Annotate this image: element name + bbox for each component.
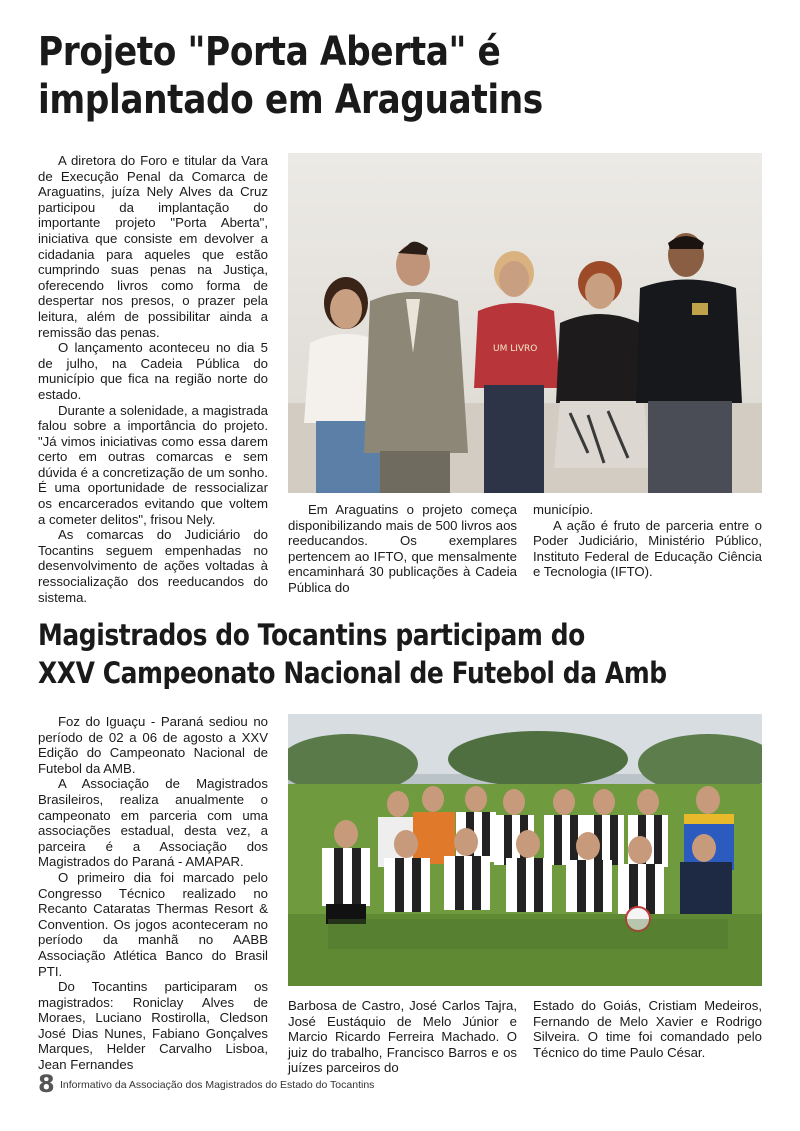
article2-paragraph: Barbosa de Castro, José Carlos Tajra, José Eustáquio de Melo Júnior e Marcio Ricardo Ferreira Machado. O juiz do trabalho, Francisco Barros e os juízes parceiros do — [288, 998, 517, 1076]
article2-column-3 — [533, 998, 762, 1060]
article1-paragraph: As comarcas do Judiciário do Tocantins seguem empenhadas no desenvolvimento de ações voltadas à ressocialização dos reeducandos do sistema. — [38, 527, 268, 605]
publication-footer: Informativo da Associação dos Magistrados do Estado do Tocantins — [60, 1079, 375, 1091]
article1-paragraph: O lançamento aconteceu no dia 5 de julho, na Cadeia Pública do município que fica na região norte do estado. — [38, 340, 268, 402]
article1-title-line1: Projeto "Porta Aberta" é — [38, 29, 501, 75]
article1-headline — [38, 28, 543, 124]
article2-column-1 — [38, 714, 268, 1073]
article1-paragraph: A ação é fruto de parceria entre o Poder Judiciário, Ministério Público, Instituto Federal de Educação Ciência e Tecnologia (IFTO). — [533, 517, 762, 580]
article2-paragraph: Do Tocantins participaram os magistrados: Roniclay Alves de Moraes, Luciano Rostirolla, Cledson José Dias Nunes, Fabiano Gonçalves Marques, Helder Carvalho Lisboa, Jean Fernandes — [38, 979, 268, 1073]
article2-title-line2: XXV Campeonato Nacional de Futebol da Amb — [38, 656, 667, 690]
page-number: 8 — [38, 1070, 55, 1098]
article1-title-line2: implantado em Araguatins — [38, 77, 543, 123]
article2-column-2 — [288, 998, 517, 1076]
article2-title-line1: Magistrados do Tocantins participam do — [38, 618, 585, 652]
article1-column-2 — [288, 502, 517, 596]
article1-paragraph: Durante a solenidade, a magistrada falou sobre a importância do projeto. "Já vimos iniciativas como essa darem certo em outras comarcas e sem dúvida é a concretização de um sonho. É uma oportunidade de ressocializar os encarcerados evitando que voltem a cometer delitos", frisou Nely. — [38, 402, 268, 527]
article1-paragraph: município. — [533, 502, 594, 517]
article1-photo-group — [288, 153, 762, 493]
article2-paragraph: Estado do Goiás, Cristiam Medeiros, Fernando de Melo Xavier e Rodrigo Silveira. O time foi comandado pelo Técnico do time Paulo César. — [533, 998, 762, 1060]
tshirt-print: UM LIVRO — [493, 344, 538, 354]
article2-photo-team — [288, 714, 762, 986]
article1-paragraph: Em Araguatins o projeto começa disponibilizando mais de 500 livros aos reeducandos. Os exemplares pertencem ao IFTO, que mensalmente encaminhará 30 publicações à Cadeia Pública do — [288, 502, 517, 595]
article2-paragraph: A Associação de Magistrados Brasileiros, realiza anualmente o campeonato em parceria com uma associações estadual, desta vez, a parceira é a Associação dos Magistrados do Paraná - AMAPAR. — [38, 776, 268, 870]
article1-paragraph: A diretora do Foro e titular da Vara de Execução Penal da Comarca de Araguatins, juíza Nely Alves da Cruz participou da implantação do importante projeto "Porta Aberta", iniciativa que consiste em devolver a cidadania para aqueles que estão cumprindo suas penas na Justiça, oferecendo livros como forma de despertar nos presos, o prazer pela leitura, além de possibilitar ainda a remissão das penas. — [38, 153, 268, 340]
article1-column-1 — [38, 153, 268, 605]
group-photo-image — [288, 153, 762, 493]
team-photo-image — [288, 714, 762, 986]
article2-paragraph: O primeiro dia foi marcado pelo Congresso Técnico realizado no Recanto Cataratas Thermas Resort & Convention. Os jogos aconteceram no período da manhã no AABB Associação Atlética Banco do Brasil PTI. — [38, 869, 268, 979]
article1-column-3 — [533, 502, 762, 580]
article2-headline — [38, 616, 667, 692]
article2-paragraph: Foz do Iguaçu - Paraná sediou no período de 02 a 06 de agosto a XXV Edição do Campeonato Nacional de Futebol da AMB. — [38, 714, 268, 776]
